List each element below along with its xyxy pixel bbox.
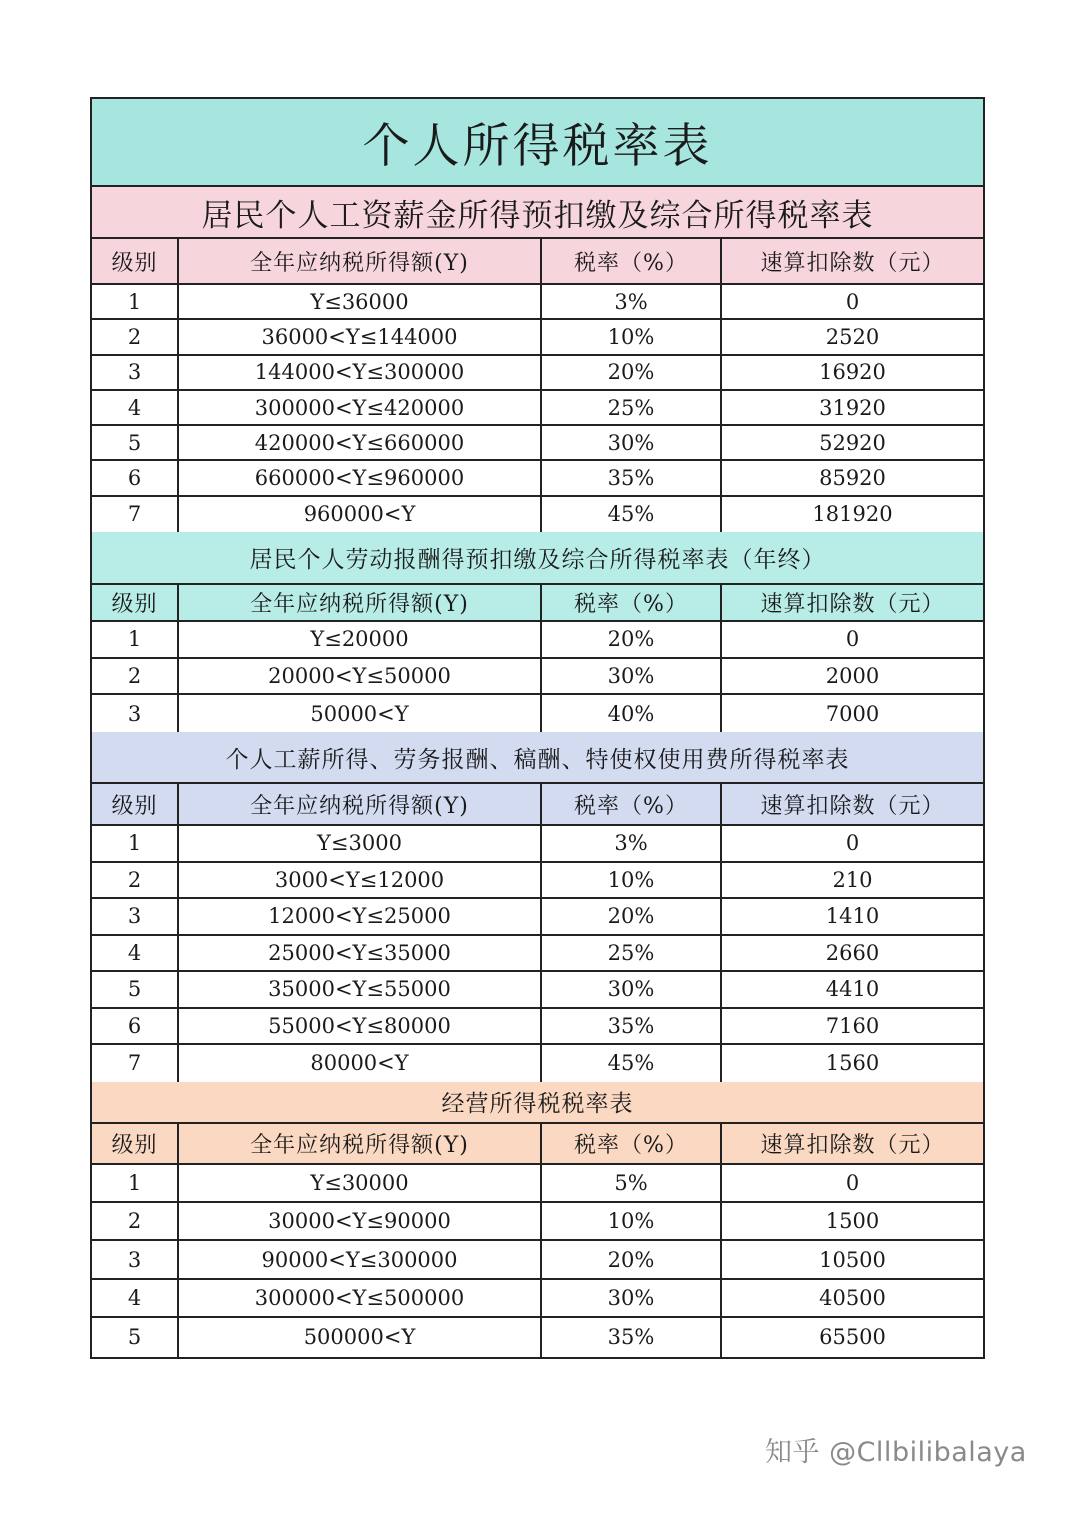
cell-level: 2 [92,1203,179,1239]
cell-rate: 3% [542,285,722,318]
cell-deduction: 52920 [819,430,886,455]
table-header-row [92,239,983,285]
cell-deduction: 40500 [819,1286,886,1310]
column-header-deduction: 速算扣除数（元） [760,1132,945,1158]
table-row [92,320,983,355]
cell-level: 2 [92,320,179,353]
cell-rate: 30% [542,972,722,1007]
cell-deduction: 0 [845,1170,860,1195]
cell-income: 144000<Y≤300000 [179,356,542,389]
cell-income: 55000<Y≤80000 [179,1009,542,1044]
table-row [92,826,983,863]
cell-income: Y≤20000 [179,622,542,657]
table-row [92,426,983,461]
table-row [92,936,983,973]
column-header-income: 全年应纳税所得额(Y) [179,784,542,824]
cell-deduction: 65500 [819,1325,886,1350]
column-header-rate: 税率（%） [542,239,722,283]
cell-income: 80000<Y [179,1045,542,1082]
cell-level: 3 [92,899,179,934]
cell-level: 3 [92,1241,179,1277]
cell-rate: 40% [542,695,722,732]
cell-level: 4 [92,936,179,971]
cell-rate: 35% [542,1318,722,1356]
tax-section [92,532,983,732]
cell-deduction: 2520 [825,324,880,349]
table-row [92,863,983,900]
cell-level: 5 [92,426,179,459]
cell-deduction: 2660 [825,940,880,965]
table-header-row [92,585,983,622]
cell-income: 90000<Y≤300000 [179,1241,542,1277]
page-title-row [92,99,983,187]
cell-deduction: 0 [845,289,860,314]
column-header-level: 级别 [92,784,179,824]
section-title-row [92,187,983,239]
section-title: 居民个人工资薪金所得预扣缴及综合所得税率表 [201,197,874,234]
table-row [92,1318,983,1356]
table-header-row [92,1124,983,1165]
table-header-row [92,784,983,826]
cell-level: 7 [92,497,179,532]
table-row [92,659,983,696]
table-row [92,1165,983,1203]
table-row [92,1203,983,1241]
column-header-income: 全年应纳税所得额(Y) [179,1124,542,1163]
cell-deduction: 1500 [825,1209,880,1234]
cell-level: 4 [92,1280,179,1316]
cell-rate: 10% [542,1203,722,1239]
column-header-income: 全年应纳税所得额(Y) [179,585,542,620]
cell-deduction: 210 [832,867,873,892]
table-row [92,461,983,496]
cell-level: 3 [92,695,179,732]
tax-rate-sheet [90,97,985,1359]
cell-level: 5 [92,1318,179,1356]
tax-section [92,1082,983,1357]
cell-deduction: 0 [845,627,860,652]
column-header-level: 级别 [92,585,179,620]
table-row [92,285,983,320]
cell-rate: 20% [542,1241,722,1277]
table-row [92,622,983,659]
cell-level: 1 [92,1165,179,1201]
cell-deduction: 31920 [819,395,886,420]
cell-deduction: 7160 [825,1013,880,1038]
cell-income: Y≤30000 [179,1165,542,1201]
column-header-level: 级别 [92,1124,179,1163]
cell-deduction: 4410 [825,977,880,1002]
cell-level: 1 [92,826,179,861]
cell-rate: 5% [542,1165,722,1201]
tax-section [92,732,983,1082]
cell-income: 300000<Y≤500000 [179,1280,542,1316]
cell-rate: 30% [542,659,722,694]
cell-rate: 45% [542,1045,722,1082]
section-title-row [92,1082,983,1124]
column-header-level: 级别 [92,239,179,283]
cell-income: 20000<Y≤50000 [179,659,542,694]
cell-level: 6 [92,1009,179,1044]
cell-income: 30000<Y≤90000 [179,1203,542,1239]
column-header-income: 全年应纳税所得额(Y) [179,239,542,283]
cell-deduction: 1560 [825,1051,880,1076]
section-title-row [92,532,983,585]
cell-income: 50000<Y [179,695,542,732]
cell-income: 660000<Y≤960000 [179,461,542,494]
cell-rate: 30% [542,1280,722,1316]
section-title: 个人工薪所得、劳务报酬、稿酬、特使权使用费所得税率表 [225,746,850,773]
cell-rate: 45% [542,497,722,532]
table-row [92,972,983,1009]
table-row [92,497,983,532]
cell-deduction: 10500 [819,1247,886,1272]
column-header-deduction: 速算扣除数（元） [760,793,945,819]
cell-income: 36000<Y≤144000 [179,320,542,353]
cell-level: 5 [92,972,179,1007]
cell-deduction: 7000 [825,701,880,726]
cell-rate: 30% [542,426,722,459]
cell-level: 2 [92,863,179,898]
cell-level: 1 [92,622,179,657]
watermark: 知乎 @Cllbilibalaya [765,1437,1027,1468]
cell-deduction: 0 [845,831,860,856]
section-title-row [92,732,983,784]
cell-deduction: 1410 [825,904,880,929]
cell-rate: 3% [542,826,722,861]
cell-deduction: 181920 [812,502,893,527]
cell-income: 12000<Y≤25000 [179,899,542,934]
column-header-deduction: 速算扣除数（元） [760,250,945,276]
cell-rate: 10% [542,863,722,898]
cell-income: 300000<Y≤420000 [179,391,542,424]
cell-income: 420000<Y≤660000 [179,426,542,459]
table-row [92,695,983,732]
table-row [92,356,983,391]
column-header-rate: 税率（%） [542,585,722,620]
table-row [92,1009,983,1046]
table-row [92,391,983,426]
cell-rate: 20% [542,899,722,934]
section-title: 经营所得税税率表 [441,1091,634,1118]
cell-level: 1 [92,285,179,318]
cell-income: 25000<Y≤35000 [179,936,542,971]
cell-income: 35000<Y≤55000 [179,972,542,1007]
cell-rate: 20% [542,622,722,657]
cell-deduction: 16920 [819,360,886,385]
cell-income: 3000<Y≤12000 [179,863,542,898]
section-title: 居民个人劳动报酬得预扣缴及综合所得税率表（年终） [249,547,826,574]
tax-section [92,187,983,532]
cell-rate: 20% [542,356,722,389]
cell-income: 960000<Y [179,497,542,532]
cell-level: 3 [92,356,179,389]
cell-level: 4 [92,391,179,424]
column-header-deduction: 速算扣除数（元） [760,592,945,618]
cell-income: 500000<Y [179,1318,542,1356]
cell-level: 6 [92,461,179,494]
table-row [92,1045,983,1082]
column-header-rate: 税率（%） [542,1124,722,1163]
cell-rate: 10% [542,320,722,353]
cell-level: 7 [92,1045,179,1082]
cell-rate: 35% [542,1009,722,1044]
cell-level: 2 [92,659,179,694]
column-header-rate: 税率（%） [542,784,722,824]
cell-income: Y≤3000 [179,826,542,861]
table-row [92,899,983,936]
cell-income: Y≤36000 [179,285,542,318]
cell-rate: 35% [542,461,722,494]
cell-rate: 25% [542,936,722,971]
table-row [92,1241,983,1279]
page-title: 个人所得税率表 [362,118,713,174]
cell-rate: 25% [542,391,722,424]
cell-deduction: 2000 [825,664,880,689]
table-row [92,1280,983,1318]
sections-container [92,187,983,1357]
cell-deduction: 85920 [819,466,886,491]
